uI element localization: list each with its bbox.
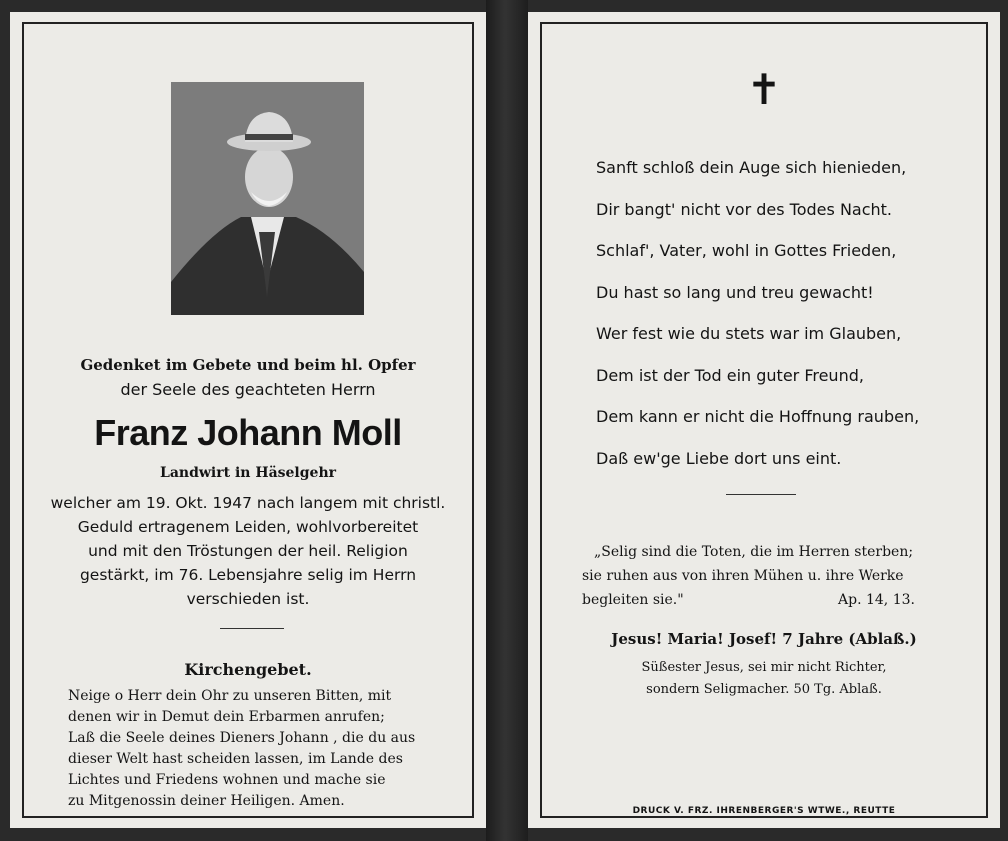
poem-line: Schlaf', Vater, wohl in Gottes Frieden, (596, 241, 897, 260)
prayer-line: Laß die Seele deines Dieners Johann , die du aus (68, 730, 416, 746)
cross-icon: ✝ (746, 65, 782, 114)
card-fold (486, 0, 528, 841)
poem-line: Dem ist der Tod ein guter Freund, (596, 366, 864, 385)
prayer-title: Kirchengebet. (184, 660, 312, 679)
poem-line: Sanft schloß dein Auge sich hienieden, (596, 158, 907, 177)
card-frame-left (22, 22, 474, 818)
prayer-line: zu Mitgenossin deiner Heiligen. Amen. (68, 793, 345, 809)
quote-reference: Ap. 14, 13. (838, 592, 915, 608)
portrait-photo (171, 82, 364, 315)
poem-line: Dir bangt' nicht vor des Todes Nacht. (596, 200, 893, 219)
indulgence-line-3: sondern Seligmacher. 50 Tg. Ablaß. (646, 682, 882, 697)
divider-rule (220, 628, 284, 629)
poem-line: Daß ew'ge Liebe dort uns eint. (596, 449, 842, 468)
deceased-name: Franz Johann Moll (94, 412, 402, 453)
quote-line: „Selig sind die Toten, die im Herren sterben; (594, 544, 914, 560)
bio-line: gestärkt, im 76. Lebensjahre selig im Herrn (79, 566, 417, 584)
card-frame-right (540, 22, 988, 818)
divider-rule (726, 494, 796, 495)
indulgence-line-1: Jesus! Maria! Josef! 7 Jahre (Ablaß.) (611, 630, 917, 648)
prayer-line: denen wir in Demut dein Erbarmen anrufen; (68, 709, 385, 725)
intro-line-1: Gedenket im Gebete und beim hl. Opfer (80, 356, 416, 374)
poem-line: Dem kann er nicht die Hoffnung rauben, (596, 407, 920, 426)
quote-line: begleiten sie." (582, 592, 684, 608)
quote-line: sie ruhen aus von ihren Mühen u. ihre Werke (582, 568, 904, 584)
prayer-line: dieser Welt hast scheiden lassen, im Lande des (68, 751, 403, 767)
memorial-card-left (10, 12, 486, 828)
prayer-line: Neige o Herr dein Ohr zu unseren Bitten, mit (68, 688, 392, 704)
printer-credit: DRUCK V. FRZ. IHRENBERGER'S WTWE., REUTTE (632, 806, 896, 816)
indulgence-line-2: Süßester Jesus, sei mir nicht Richter, (641, 660, 887, 675)
poem-line: Du hast so lang und treu gewacht! (596, 283, 874, 302)
bio-line: Geduld ertragenem Leiden, wohlvorbereitet (77, 518, 419, 536)
bio-line: welcher am 19. Okt. 1947 nach langem mit christl. (50, 494, 446, 512)
memorial-card-right (528, 12, 1000, 828)
bio-line: und mit den Tröstungen der heil. Religion (88, 542, 408, 560)
intro-line-2: der Seele des geachteten Herrn (120, 380, 376, 399)
bio-line: verschieden ist. (186, 590, 310, 608)
prayer-text (68, 686, 446, 812)
prayer-line: Lichtes und Friedens wohnen und mache sie (68, 772, 386, 788)
poem-line: Wer fest wie du stets war im Glauben, (596, 324, 902, 343)
occupation: Landwirt in Häselgehr (160, 465, 336, 481)
